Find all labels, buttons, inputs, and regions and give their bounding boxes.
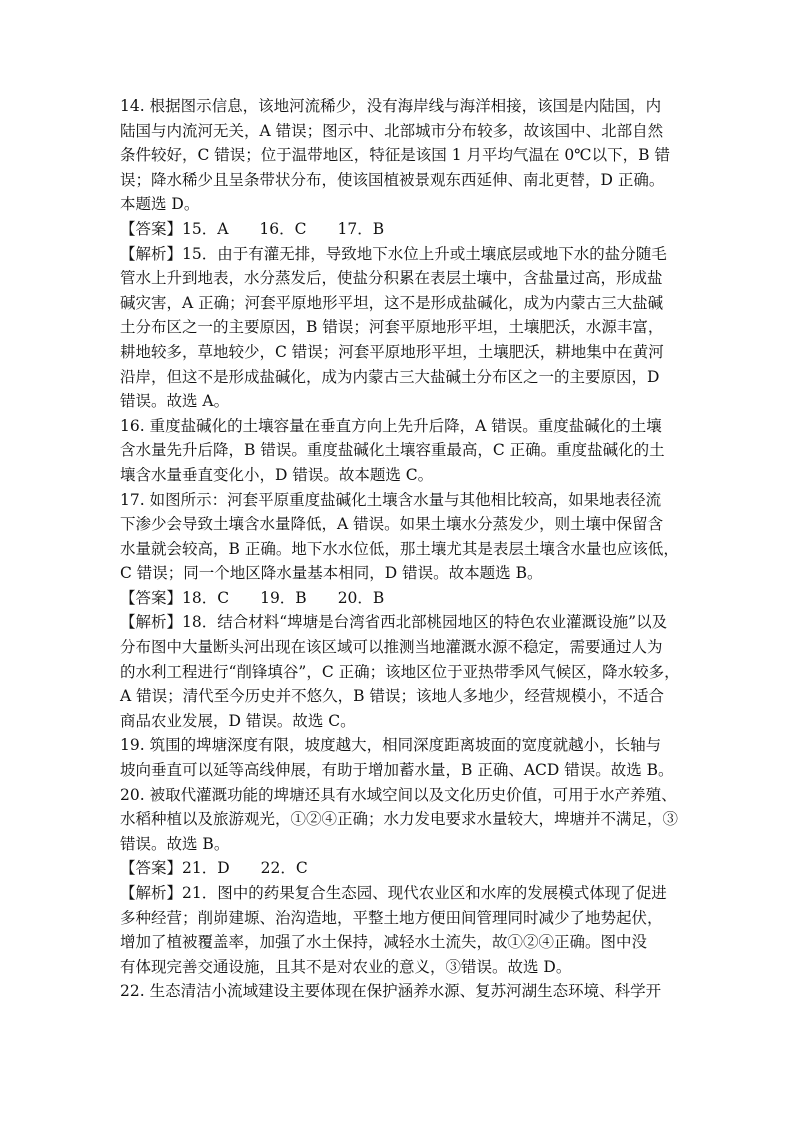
document-body [120,94,710,1004]
text-line: 错误。故选 B。 [120,834,230,853]
text-line: 水量就会较高，B 正确。地下水水位低，那土壤尤其是表层土壤含水量也应该低， [120,539,679,558]
text-line: 17. 如图所示：河套平原重度盐碱化土壤含水量与其他相比较高，如果地表径流 [120,490,662,509]
text-line: 【解析】21．图中的药果复合生态园、现代农业区和水库的发展模式体现了促进 [120,884,667,902]
text-line: 增加了植被覆盖率，加强了水土保持，减轻水土流失，故①②④正确。图中没 [120,933,648,952]
text-line: 沿岸，但这不是形成盐碱化，成为内蒙古三大盐碱土分布区之一的主要原因，D [120,367,660,386]
text-line: 碱灾害，A 正确；河套平原地形平坦，这不是形成盐碱化，成为内蒙古三大盐碱 [120,293,664,312]
text-line: 管水上升到地表，水分蒸发后，使盐分积累在表层土壤中，含盐量过高，形成盐 [120,269,663,288]
text-line: 【解析】18．结合材料“埤塘是台湾省西北部桃园地区的特色农业灌溉设施”以及 [120,613,668,632]
text-line: 土分布区之一的主要原因，B 错误；河套平原地形平坦，土壤肥沃，水源丰富， [120,318,664,337]
text-line: 陆国与内流河无关，A 错误；图示中、北部城市分布较多，故该国中、北部自然 [120,121,664,140]
text-line: 多种经营；削峁建塬、治沟造地，平整土地方便田间管理同时减少了地势起伏， [120,908,663,927]
text-line: 误；降水稀少且呈条带状分布，使该国植被景观东西延伸、南北更替，D 正确。 [120,170,665,189]
text-line: 错误。故选 A。 [120,392,230,411]
text-line: 水稻种植以及旅游观光，①②④正确；水力发电要求水量较大，埤塘并不满足，③ [120,810,679,829]
text-line: 14. 根据图示信息，该地河流稀少，没有海岸线与海洋相接，该国是内陆国，内 [120,97,662,115]
text-line: 坡向垂直可以延等高线伸展，有助于增加蓄水量，B 正确、ACD 错误。故选 B。 [120,761,674,780]
text-line: 含水量先升后降，B 错误。重度盐碱化土壤容重最高，C 正确。重度盐碱化的土 [120,441,665,460]
text-line: 【解析】15．由于有灌无排，导致地下水位上升或土壤底层或地下水的盐分随毛 [120,244,667,263]
text-line: 16. 重度盐碱化的土壤容量在垂直方向上先升后降，A 错误。重度盐碱化的土壤 [120,416,662,435]
text-line: C 错误；同一个地区降水量基本相同，D 错误。故本题选 B。 [120,564,543,583]
text-line: 22. 生态清洁小流域建设主要体现在保护涵养水源、复苏河湖生态环境、科学开 [120,982,662,1001]
text-line: 20. 被取代灌溉功能的埤塘还具有水域空间以及文化历史价值，可用于水产养殖、 [120,785,677,804]
text-line: 耕地较多，草地较少，C 错误；河套平原地形平坦，土壤肥沃，耕地集中在黄河 [120,342,664,361]
answer-line: 【答案】18．C 19．B 20．B [120,588,385,607]
answer-line: 【答案】15．A 16．C 17．B [120,219,385,238]
text-line: 本题选 D。 [120,195,200,214]
text-line: 分布图中大量断头河出现在该区域可以推测当地灌溉水源不稳定，需要通过人为 [120,638,663,657]
text-line: 商品农业发展，D 错误。故选 C。 [120,711,356,730]
text-line: A 错误；清代至今历史并不悠久，B 错误；该地人多地少，经营规模小，不适合 [120,687,664,706]
text-line: 19. 筑围的埤塘深度有限，坡度越大，相同深度距离坡面的宽度就越小，长轴与 [120,736,662,755]
text-line: 壤含水量垂直变化小，D 错误。故本题选 C。 [120,465,434,484]
text-line: 有体现完善交通设施，且其不是对农业的意义，③错误。故选 D。 [120,957,572,976]
answer-line: 【答案】21．D 22．C [120,859,308,878]
text-line: 条件较好，C 错误；位于温带地区，特征是该国 1 月平均气温在 0℃以下，B 错 [120,146,670,165]
text-line: 的水利工程进行“削锋填谷”，C 正确；该地区位于亚热带季风气候区，降水较多， [120,662,680,681]
text-line: 下渗少会导致土壤含水量降低，A 错误。如果土壤水分蒸发少，则土壤中保留含 [120,515,664,534]
